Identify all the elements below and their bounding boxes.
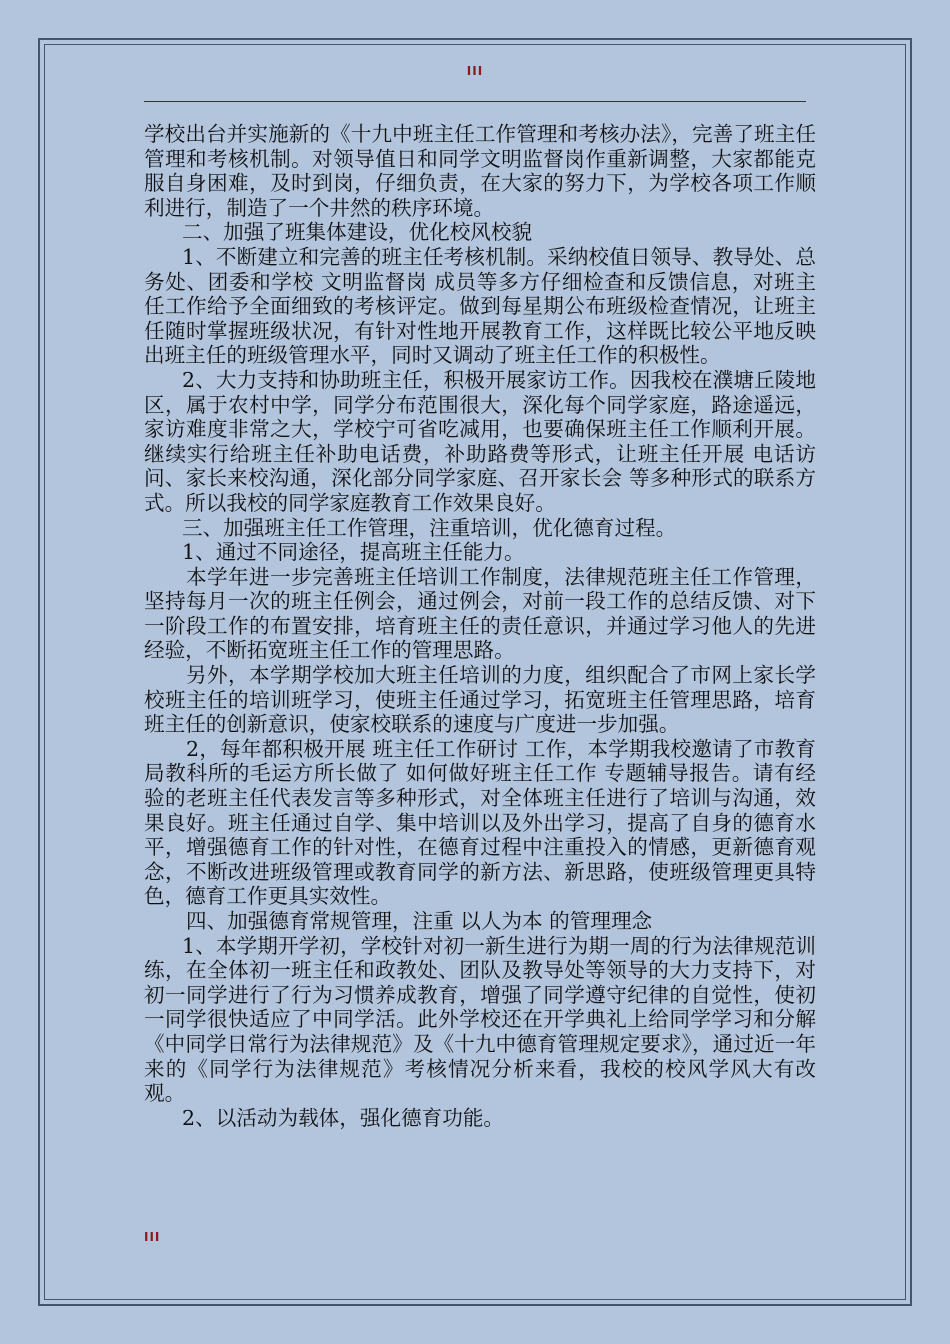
paragraph: 学校出台并实施新的《十九中班主任工作管理和考核办法》，完善了班主任管理和考核机制。对领导值日和同学文明监督岗作重新调整，大家都能克服自身困难，及时到岗，仔细负责，在大家的努力下，为学校各项工作顺利进行，制造了一个井然的秩序环境。 [144,122,816,220]
section-heading: 二、加强了班集体建设，优化校风校貌 [182,220,533,245]
subsection-heading: 2、以活动为载体，强化德育功能。 [182,1105,505,1130]
footer-mark: III [144,1230,161,1244]
document-body [144,122,816,1130]
paragraph: 1、本学期开学初，学校针对初一新生进行为期一周的行为法律规范训练，在全体初一班主任和政教处、团队及教导处等领导的大力支持下，对初一同学进行了行为习惯养成教育，增强了同学遵守纪律的自觉性，使初一同学很快适应了中同学活。此外学校还在开学典礼上给同学学习和分解《中同学日常行为法律规范》及《十九中德育管理规定要求》，通过近一年来的《同学行为法律规范》考核情况分析来看，我校的校风学风大有改观。 [144,933,816,1106]
paragraph: 1、不断建立和完善的班主任考核机制。采纳校值日领导、教导处、总务处、团委和学校 文明监督岗 成员等多方仔细检查和反馈信息，对班主任工作给予全面细致的考核评定。做到每星期公布班级检查情况，让班主任随时掌握班级状况，有针对性地开展教育工作，这样既比较公平地反映出班主任的班级管理水平，同时又调动了班主任工作的积极性。 [144,244,816,368]
paragraph: 另外，本学期学校加大班主任培训的力度，组织配合了市网上家长学校班主任的培训班学习，使班主任通过学习，拓宽班主任管理思路，培育班主任的创新意识，使家校联系的速度与广度进一步加强。 [144,663,816,737]
subsection-heading: 1、通过不同途径，提高班主任能力。 [182,540,525,565]
section-heading: 四、加强德育常规管理，注重 以人为本 的管理理念 [186,909,653,933]
paragraph: 2、大力支持和协助班主任，积极开展家访工作。因我校在濮塘丘陵地区，属于农村中学，同学分布范围很大，深化每个同学家庭，路途遥远，家访难度非常之大，学校宁可省吃减用，也要确保班主任工作顺利开展。继续实行给班主任补助电话费，补助路费等形式，让班主任开展 电话访问、家长来校沟通，深化部分同学家庭、召开家长会 等多种形式的联系方式。所以我校的同学家庭教育工作效果良好。 [144,367,816,515]
paragraph: 2，每年都积极开展 班主任工作研讨 工作，本学期我校邀请了市教育局教科所的毛运方所长做了 如何做好班主任工作 专题辅导报告。请有经验的老班主任代表发言等多种形式，对全体班主任进行了培训与沟通，效果良好。班主任通过自学、集中培训以及外出学习，提高了自身的德育水平，增强德育工作的针对性，在德育过程中注重投入的情感，更新德育观念，不断改进班级管理或教育同学的新方法、新思路，使班级管理更具特色，德育工作更具实效性。 [144,736,816,909]
paragraph: 本学年进一步完善班主任培训工作制度，法律规范班主任工作管理，坚持每月一次的班主任例会，通过例会，对前一段工作的总结反馈、对下一阶段工作的布置安排，培育班主任的责任意识，并通过学习他人的先进经验，不断拓宽班主任工作的管理思路。 [144,564,816,663]
section-heading: 三、加强班主任工作管理，注重培训，优化德育过程。 [182,515,677,540]
header-mark: III [466,64,484,78]
header-rule [144,101,806,102]
